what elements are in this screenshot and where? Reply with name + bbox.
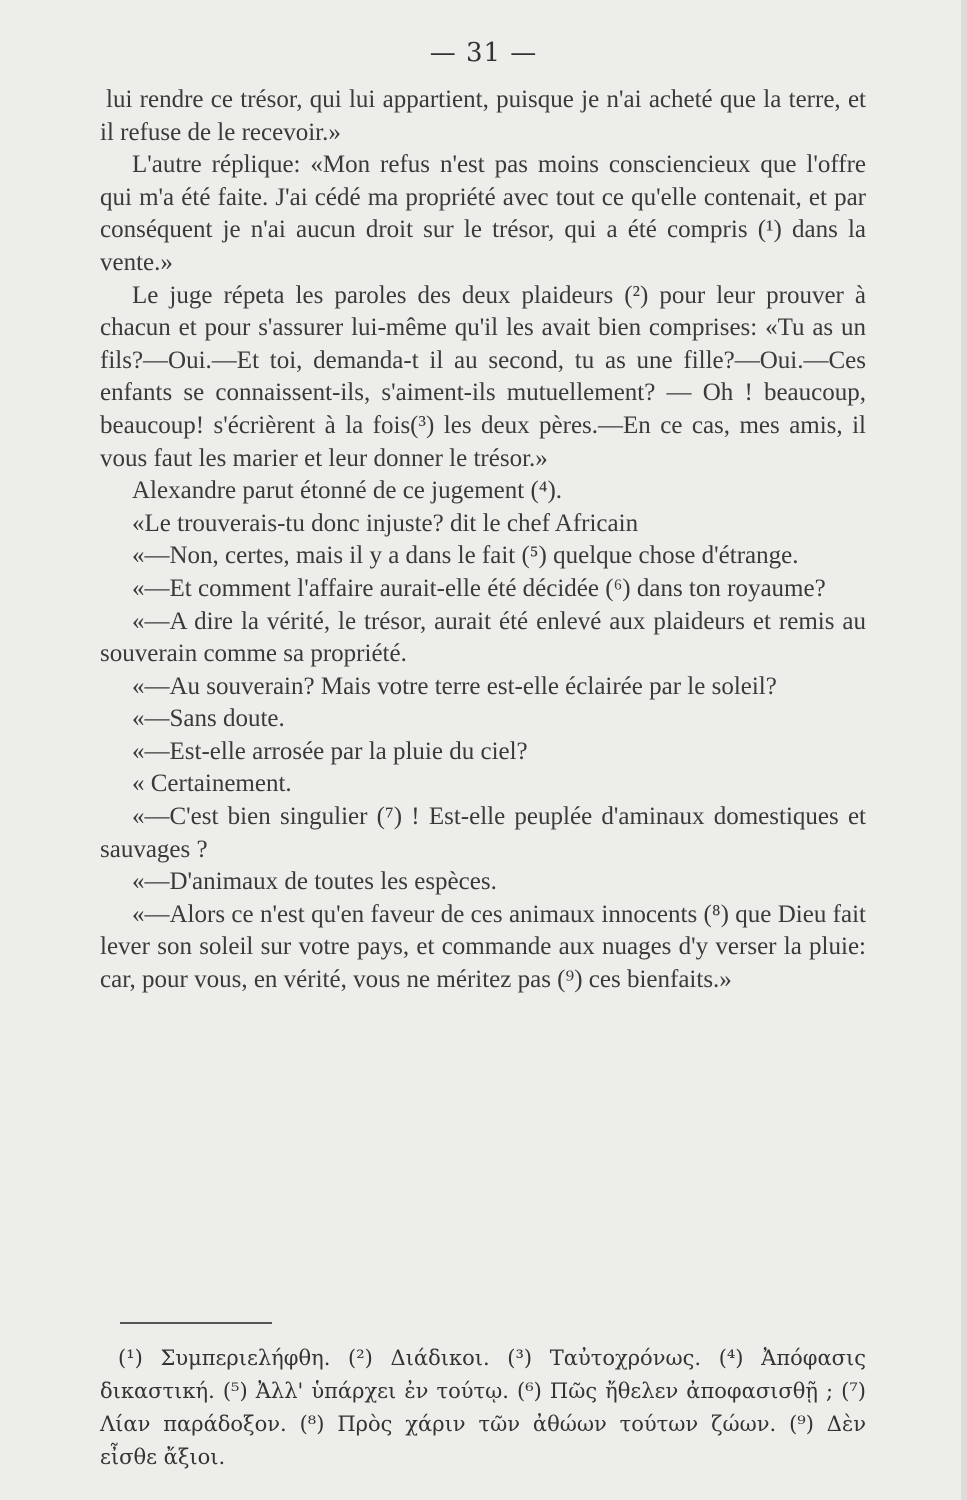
paragraph: «—D'animaux de toutes les espèces. [132,868,497,896]
page-number: — 31 — [429,38,538,68]
paragraph: «—C'est bien singulier (⁷) ! Est-elle peuplée d'aminaux domestiques et sauvages ? [100,803,866,863]
paragraph: Le juge répeta les paroles des deux plaideurs (²) pour leur prouver à chacun et pour s'assurer lui-même qu'il les avait bien comprises: «Tu as un fils?—Oui.—Et toi, demanda-t il au second, tu as une fille?—Oui.—Ces enfants se connaissent-ils, s'aiment-ils mutuellement? — Oh ! beaucoup, beaucoup! s'écrièrent à la fois(³) les deux pères.—En ce cas, mes amis, il vous faut les marier et leur donner le trésor.» [100,281,866,472]
paragraph: «—Sans doute. [132,705,285,733]
page-edge [961,0,967,1500]
paragraph: « Certainement. [132,770,292,798]
paragraph: «—Au souverain? Mais votre terre est-elle éclairée par le soleil? [132,672,777,700]
paragraph: Alexandre parut étonné de ce jugement (⁴). [132,477,563,505]
paragraph: lui rendre ce trésor, qui lui appartient, puisque je n'ai acheté que la terre, et il refuse de le recevoir.» [100,86,866,146]
footnotes [100,1342,866,1474]
paragraph: «—Alors ce n'est qu'en faveur de ces animaux innocents (⁸) que Dieu fait lever son soleil sur votre pays, et commande aux nuages d'y verser la pluie: car, pour vous, en vérité, vous ne méritez pas (⁹) ces bienfaits.» [100,900,866,994]
paragraph: «—Non, certes, mais il y a dans le fait (⁵) quelque chose d'étrange. [132,542,799,570]
footnote-text: (¹) Συμπεριελήφθη. (²) Διάδικοι. (³) Ταὐτοχρόνως. (⁴) Ἀπόφασις δικαστική. (⁵) Ἀλλ' ὑπάρχει ἐν τούτῳ. (⁶) Πῶς ἤθελεν ἀποφασισθῇ ; (⁷) Λίαν παράδοξον. (⁸) Πρὸς χάριν τῶν ἀθώων τούτων ζώων. (⁹) Δὲν εἶσθε ἄξιοι. [100,1346,866,1469]
body-text [100,84,866,997]
footnote-divider [120,1322,272,1324]
paragraph: L'autre réplique: «Mon refus n'est pas moins consciencieux que l'offre qui m'a été faite. J'ai cédé ma propriété avec tout ce qu'elle contenait, et par conséquent je n'ai aucun droit sur le trésor, qui a été compris (¹) dans la vente.» [100,151,866,276]
paragraph: «Le trouverais-tu donc injuste? dit le chef Africain [132,509,639,537]
paragraph: «—Et comment l'affaire aurait-elle été décidée (⁶) dans ton royaume? [132,574,826,602]
paragraph: «—A dire la vérité, le trésor, aurait été enlevé aux plaideurs et remis au souverain comme sa propriété. [100,607,866,668]
paragraph: «—Est-elle arrosée par la pluie du ciel? [132,737,528,765]
